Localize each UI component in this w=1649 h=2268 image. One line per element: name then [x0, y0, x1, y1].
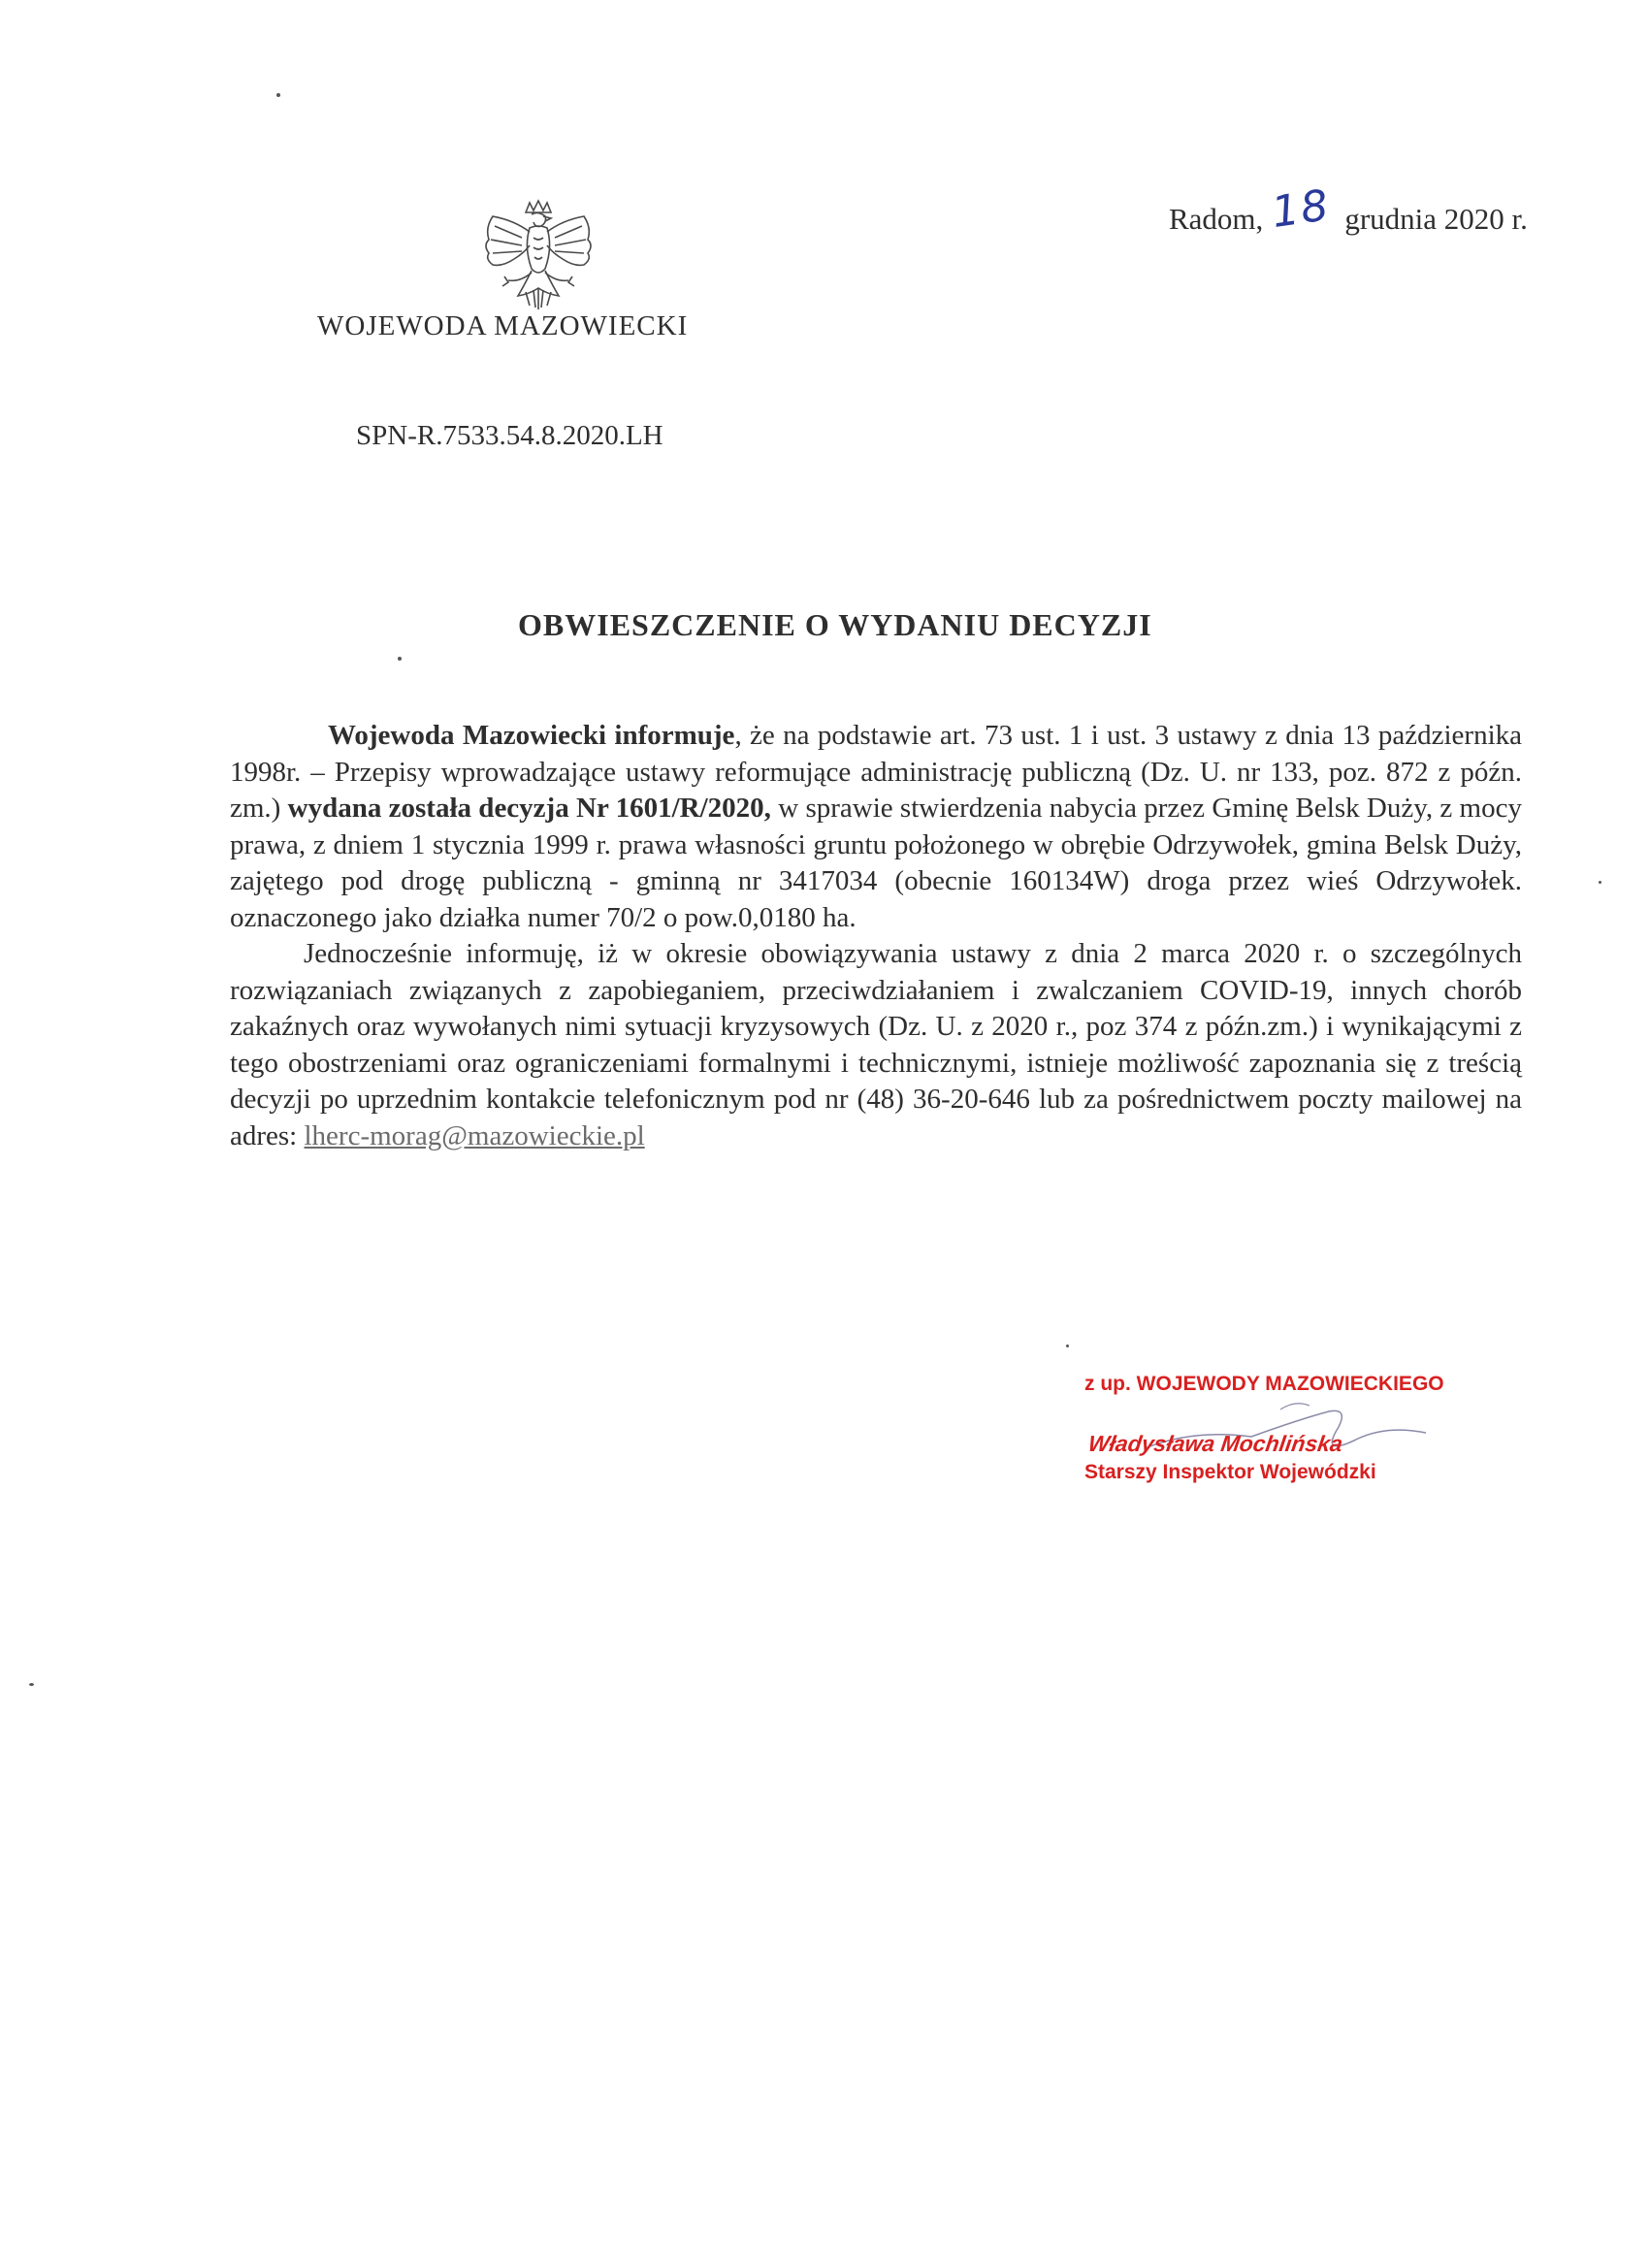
signatory-position: Starszy Inspektor Wojewódzki	[1084, 1461, 1376, 1483]
issuer-informs-bold: Wojewoda Mazowiecki informuje	[328, 720, 735, 751]
signatory-name: Władysława Mochlińska	[1086, 1431, 1344, 1456]
date-place: Radom,	[1169, 202, 1264, 236]
case-reference-number: SPN-R.7533.54.8.2020.LH	[356, 420, 663, 451]
paragraph-announcement-text-2: w sprawie stwierdzenia nabycia przez Gminę Belsk Duży, z mocy prawa, z dniem 1 stycznia 1999 r. prawa własności gruntu położonego w obrębie Odrzywołek, gmina Belsk Duży, zajętego pod drogę publiczną - gminną nr 3417034 (obecnie 160134W) droga przez wieś Odrzywołek. oznaczonego jako działka numer 70/2 o pow.0,0180 ha.	[230, 793, 1522, 933]
signature-authority: z up. WOJEWODY MAZOWIECKIEGO	[1084, 1373, 1444, 1395]
paragraph-covid-notice-text: Jednocześnie informuję, iż w okresie obowiązywania ustawy z dnia 2 marca 2020 r. o szczególnych rozwiązaniach związanych z zapobieganiem, przeciwdziałaniem i zwalczaniem COVID-19, innych chorób zakaźnych oraz wywołanych nimi sytuacji kryzysowych (Dz. U. z 2020 r., poz 374 z późn.zm.) i wynikającymi z tego obostrzeniami oraz ograniczeniami formalnymi i technicznymi, istnieje możliwość zapoznania się z treścią decyzji po uprzednim kontakcie telefonicznym pod nr (48) 36-20-646 lub za pośrednictwem poczty mailowej na adres:	[230, 938, 1522, 1151]
document-body	[230, 718, 1522, 1154]
contact-email-link[interactable]: lherc-morag@mazowieckie.pl	[304, 1119, 645, 1151]
paragraph-announcement	[230, 718, 1522, 936]
handwritten-date-day: 18	[1269, 180, 1334, 238]
polish-eagle-emblem-icon	[475, 199, 601, 313]
scan-speck	[398, 657, 402, 661]
issuer-heading: WOJEWODA MAZOWIECKI	[317, 310, 689, 341]
scan-speck	[1599, 881, 1601, 884]
paragraph-covid-notice	[230, 936, 1522, 1154]
scan-speck	[29, 1683, 34, 1686]
paragraph-announcement-text-1: , że na podstawie art. 73 ust. 1 i ust. 3 ustawy z dnia 13 października 1998r. – Przepisy wprowadzające ustawy reformujące administrację publiczną (Dz. U. nr 133, poz. 872 z późn. zm.)	[230, 720, 1522, 824]
document-title: OBWIESZCZENIE O WYDANIU DECYZJI	[518, 607, 1152, 642]
scan-speck	[276, 93, 280, 97]
date-line	[1169, 180, 1528, 240]
date-month-year: grudnia 2020 r.	[1344, 202, 1528, 236]
scan-speck	[1066, 1345, 1069, 1347]
decision-number-bold: wydana została decyzja Nr 1601/R/2020,	[287, 793, 771, 824]
